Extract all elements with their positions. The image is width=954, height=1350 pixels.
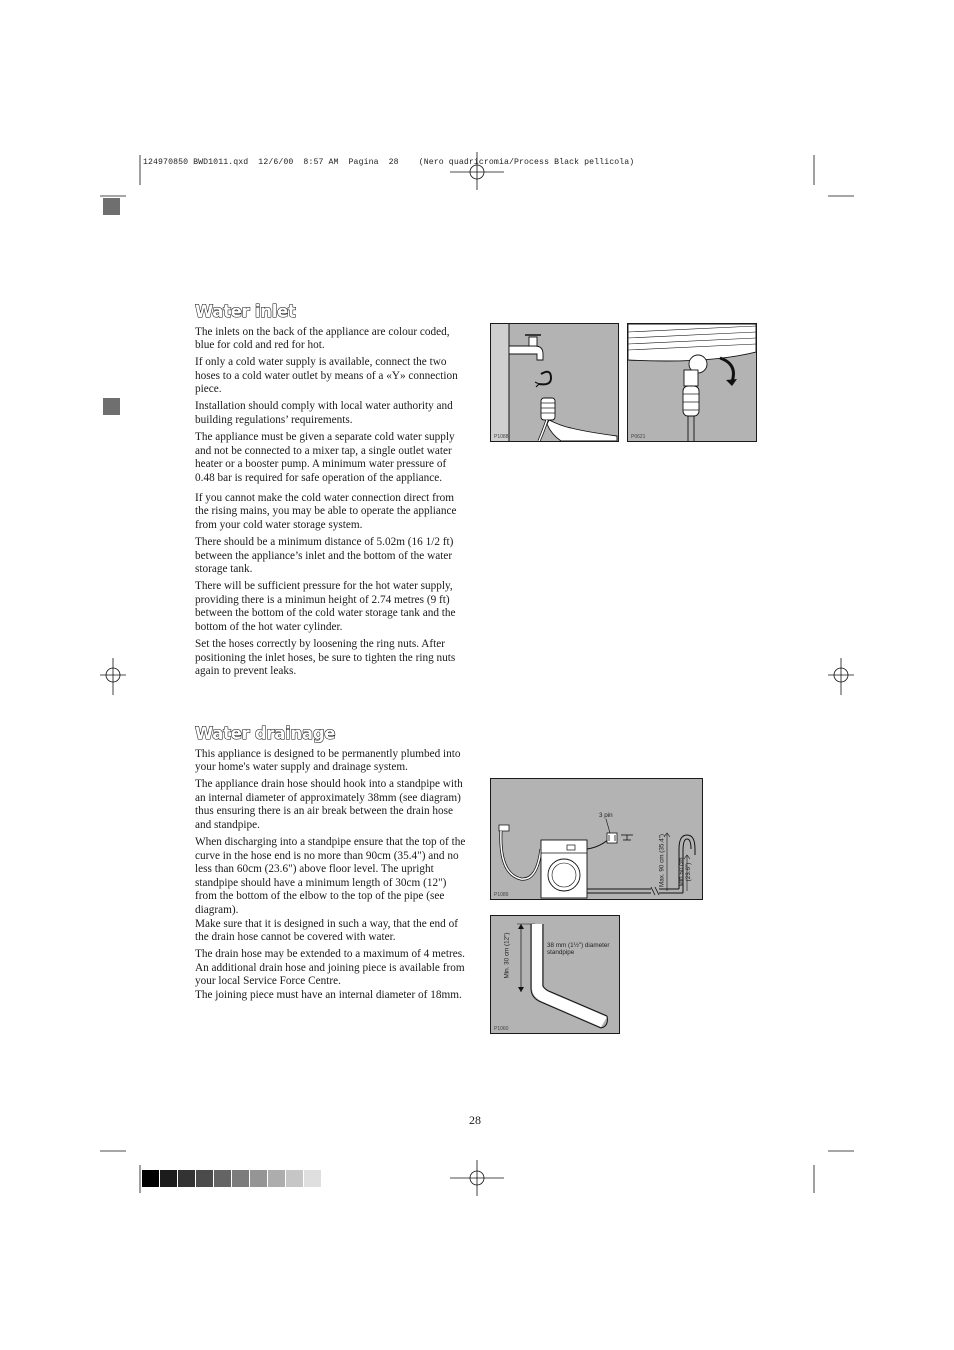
figure-code: P1060 [494,1026,509,1032]
diameter-label: 38 mm (1½") diameter standpipe [547,942,610,956]
inlet-paragraph: There should be a minimum distance of 5.02m (16 1/2 ft) between the appliance’s inlet and the bottom of the water storage tank. [195,535,454,576]
drainage-paragraph: This appliance is designed to be permanently plumbed into your home's water supply and drainage system. [195,747,461,774]
inlet-paragraph: If only a cold water supply is available, connect the two hoses to a cold water outlet by means of a «Y» connection piece. [195,356,458,396]
inlet-hose-illustration [628,324,756,441]
min-height-label: Min. 30 cm (12") [503,932,511,979]
drain-hose-illustration [491,779,702,899]
inlet-paragraph: The inlets on the back of the appliance are colour coded, blue for cold and red for hot. [195,325,450,352]
max-height-label: Max. 90 cm (35.4") [658,834,666,887]
inlet-paragraph: Set the hoses correctly by loosening the ring nuts. After positioning the inlet hoses, be sure to tighten the ring nuts again to prevent leaks. [195,637,456,678]
inlet-paragraph: The appliance must be given a separate cold water supply and not be connected to a mixer tap, a single outlet water heater or a booster pump. A minimum water pressure of 0.48 bar is required for safe operation of the appliance. [195,430,455,484]
appliance-inlet-figure [627,323,757,442]
marker-square-top [103,198,120,215]
color-swatch [268,1170,285,1187]
water-inlet-heading: Water inlet [195,302,296,321]
color-swatch [160,1170,177,1187]
tap-connection-figure [490,323,619,442]
color-swatch [286,1170,303,1187]
file-slug: 124970850 BWD1011.qxd 12/6/00 8:57 AM Pagina 28 (Nero quadricromia/Process Black pellicola) [143,158,635,167]
page-number: 28 [469,1113,481,1127]
drainage-paragraph: When discharging into a standpipe ensure that the top of the curve in the hose end is no more than 90cm (35.4") and no less than 60cm (23.6") above floor level. The upright standpipe should have a minimum length of 30cm (12") from the bottom of the elbow to the top of the pipe (see diagram). Make sure that it is designed in such a way, that the end of the drain hose cannot be covered with water. [195,835,466,944]
color-swatch [142,1170,159,1187]
drain-hose-figure [490,778,703,900]
water-drainage-heading: Water drainage [195,724,336,743]
color-swatch [196,1170,213,1187]
min-height-label: Min.60 cm (23.6") [678,857,692,887]
color-calibration-bar [142,1170,321,1187]
water-drainage-section [195,724,467,1006]
drainage-paragraph: The drain hose may be extended to a maximum of 4 metres. An additional drain hose and joining piece is available from your local Service Force Centre. The joining piece must have an internal diameter of 18mm. [195,948,465,1001]
inlet-paragraph: Installation should comply with local water authority and building regulations’ requirements. [195,400,453,426]
color-swatch [178,1170,195,1187]
water-inlet-section [195,302,467,682]
color-swatch [232,1170,249,1187]
tap-illustration [491,324,618,441]
color-swatch [214,1170,231,1187]
inlet-paragraph: If you cannot make the cold water connection direct from the rising mains, you may be able to operate the appliance from your cold water storage system. [195,491,457,531]
marker-square-middle [103,398,120,415]
color-swatch [250,1170,267,1187]
drainage-paragraph: The appliance drain hose should hook into a standpipe with an internal diameter of approximately 38mm (see diagram) thus ensuring there is an air break between the drain hose and standpipe. [195,778,463,831]
three-pin-label: 3 pin [599,812,613,819]
figure-code: P1088 [494,434,509,440]
figure-code: P1089 [494,892,509,898]
figure-code: P0621 [631,434,646,440]
standpipe-figure [490,915,620,1034]
color-swatch [304,1170,321,1187]
inlet-paragraph: There will be sufficient pressure for the hot water supply, providing there is a minimun height of 2.74 metres (9 ft) between the bottom of the cold water storage tank and the bottom of the hot water cylinder. [195,580,456,633]
